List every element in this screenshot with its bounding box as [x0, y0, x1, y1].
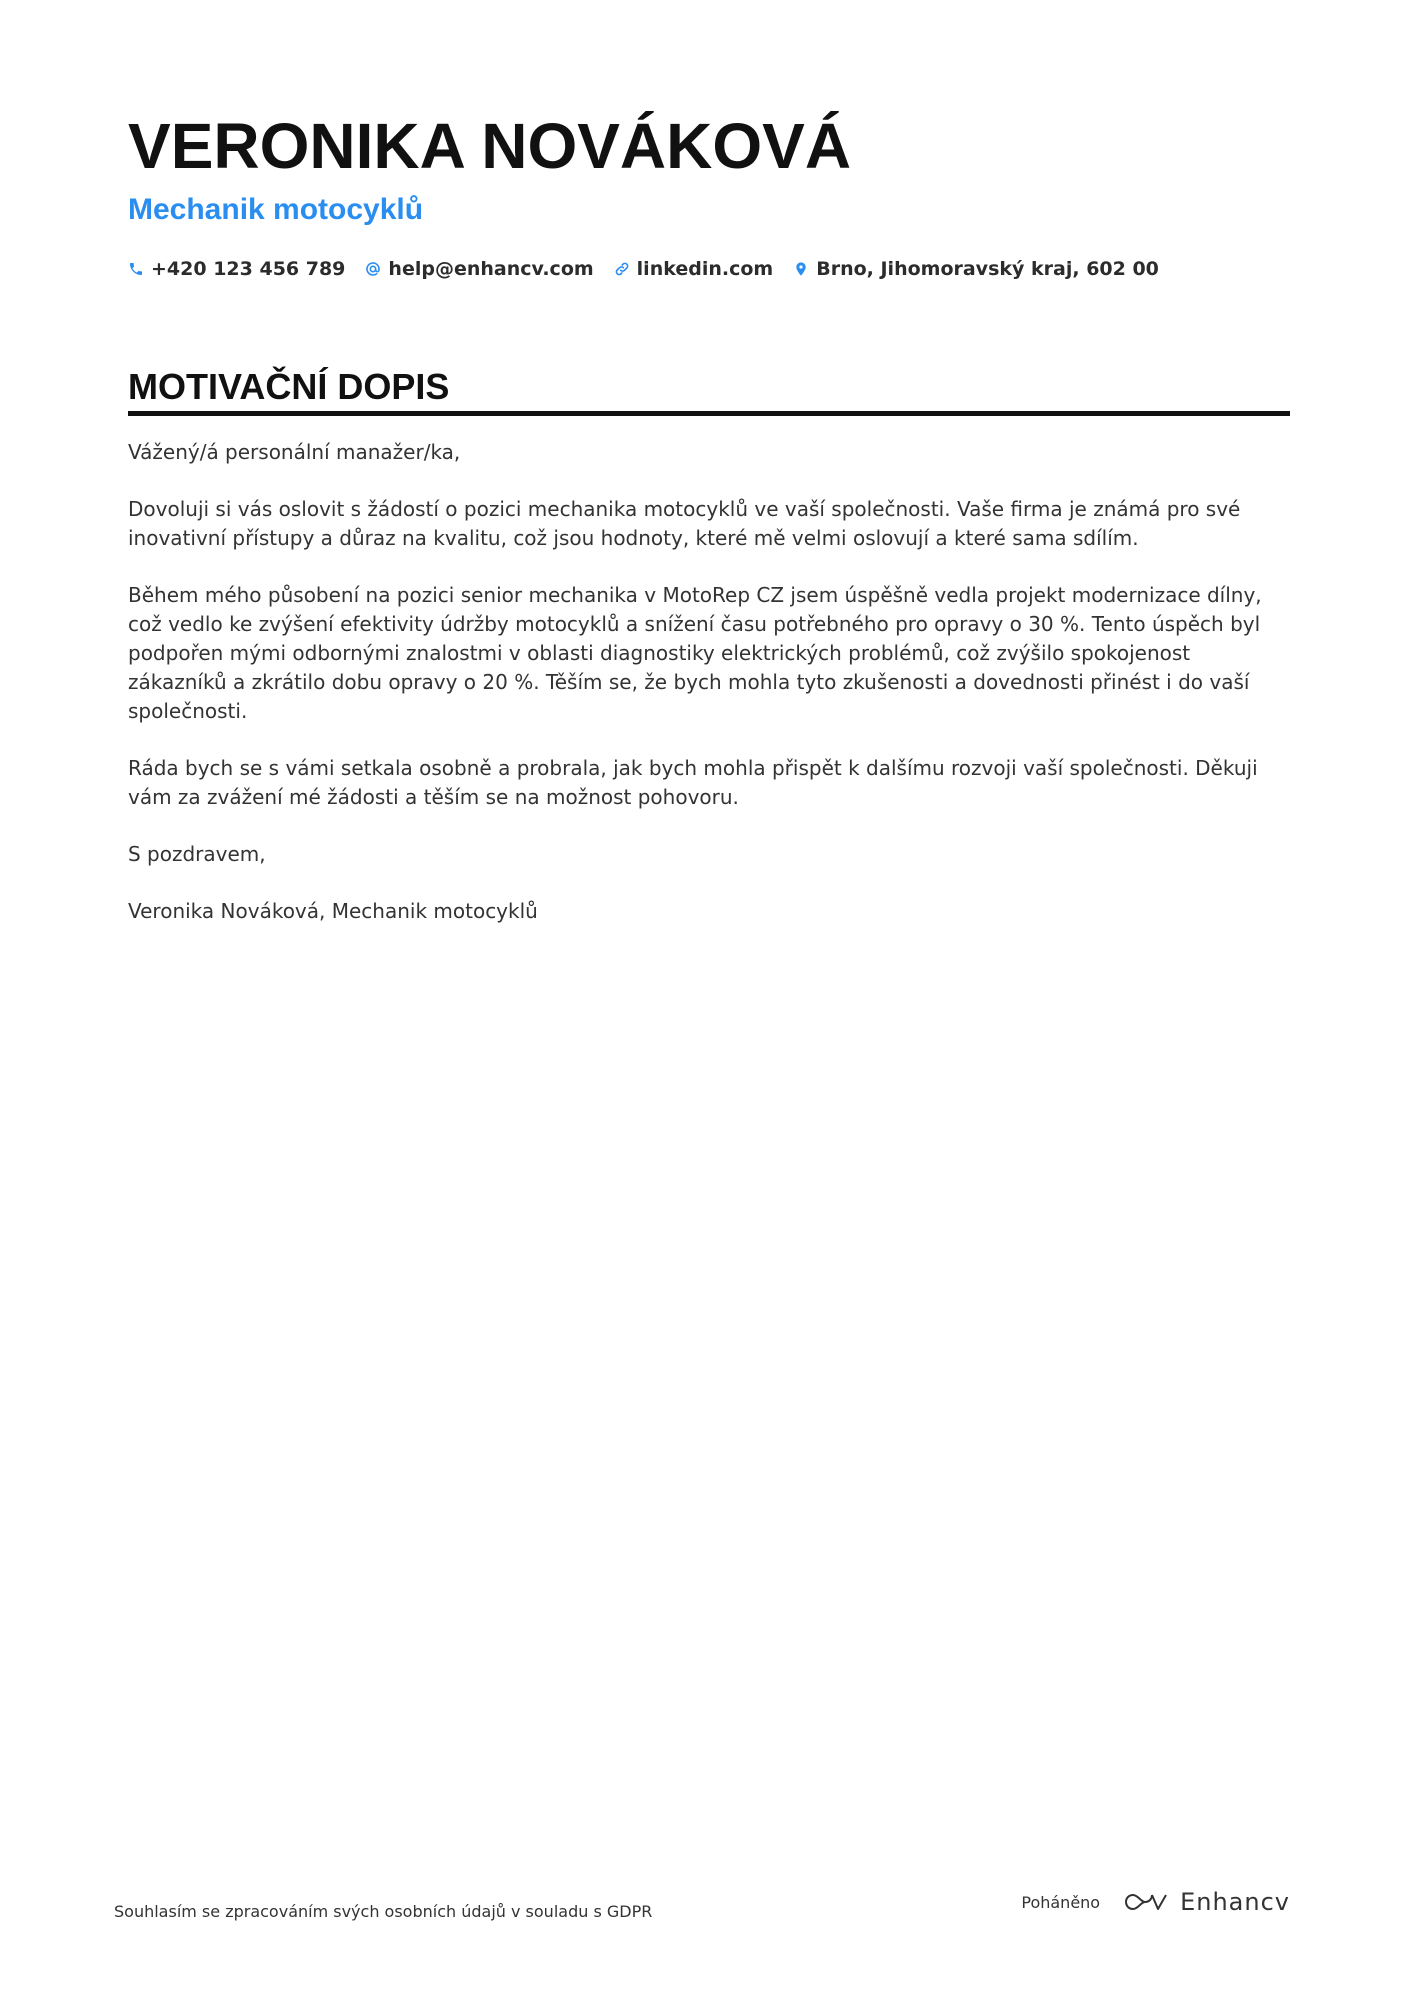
cover-letter-section: [128, 365, 1290, 954]
phone-icon: [128, 261, 144, 277]
gdpr-consent-text: Souhlasím se zpracováním svých osobních údajů v souladu s GDPR: [114, 1902, 653, 1921]
link-icon: [614, 261, 630, 277]
contact-email[interactable]: [365, 258, 593, 280]
location-pin-icon: [793, 261, 809, 277]
letter-body: [128, 438, 1290, 926]
at-icon: [365, 261, 381, 277]
enhancv-brand-name: Enhancv: [1180, 1888, 1290, 1916]
contact-bar: [128, 258, 1288, 280]
enhancv-logo[interactable]: [1122, 1888, 1290, 1916]
powered-by-label: Poháněno: [1021, 1892, 1101, 1912]
section-divider: [128, 411, 1290, 416]
page-footer: [114, 1888, 1290, 1928]
contact-linkedin-text: linkedin.com: [636, 258, 774, 280]
job-title: Mechanik motocyklů: [128, 193, 424, 226]
section-title: MOTIVAČNÍ DOPIS: [128, 366, 450, 407]
contact-email-text: help@enhancv.com: [388, 258, 594, 280]
contact-phone-text: +420 123 456 789: [151, 258, 346, 280]
candidate-name: VERONIKA NOVÁKOVÁ: [128, 110, 852, 182]
contact-linkedin[interactable]: [614, 258, 774, 280]
letter-signature: Veronika Nováková, Mechanik motocyklů: [128, 899, 538, 923]
powered-by[interactable]: [1021, 1888, 1290, 1916]
enhancv-logo-icon: [1122, 1890, 1168, 1914]
letter-paragraph: Ráda bych se s vámi setkala osobně a probrala, jak bych mohla přispět k dalšímu rozvoji vaší společnosti. Děkuji vám za zvážení mé žádosti a těším se na možnost pohovoru.: [128, 756, 1258, 809]
contact-location: [793, 258, 1159, 280]
contact-phone[interactable]: [128, 258, 345, 280]
letter-salutation: Vážený/á personální manažer/ka,: [128, 440, 461, 464]
resume-header: [128, 110, 1288, 280]
contact-location-text: Brno, Jihomoravský kraj, 602 00: [816, 258, 1159, 280]
letter-paragraph: Dovoluji si vás oslovit s žádostí o pozici mechanika motocyklů ve vaší společnosti. Vaše firma je známá pro své inovativní přístupy a důraz na kvalitu, což jsou hodnoty, které mě velmi oslovují a které sama sdílím.: [128, 497, 1241, 550]
letter-closing: S pozdravem,: [128, 842, 266, 866]
letter-paragraph: Během mého působení na pozici senior mechanika v MotoRep CZ jsem úspěšně vedla projekt modernizace dílny, což vedlo ke zvýšení efektivity údržby motocyklů a snížení času potřebného pro opravy o 30 %. Tento úspěch byl podpořen mými odbornými znalostmi v oblasti diagnostiky elektrických problémů, což zvýšilo spokojenost zákazníků a zkrátilo dobu opravy o 20 %. Těším se, že bych mohla tyto zkušenosti a dovednosti přinést i do vaší společnosti.: [128, 583, 1262, 723]
